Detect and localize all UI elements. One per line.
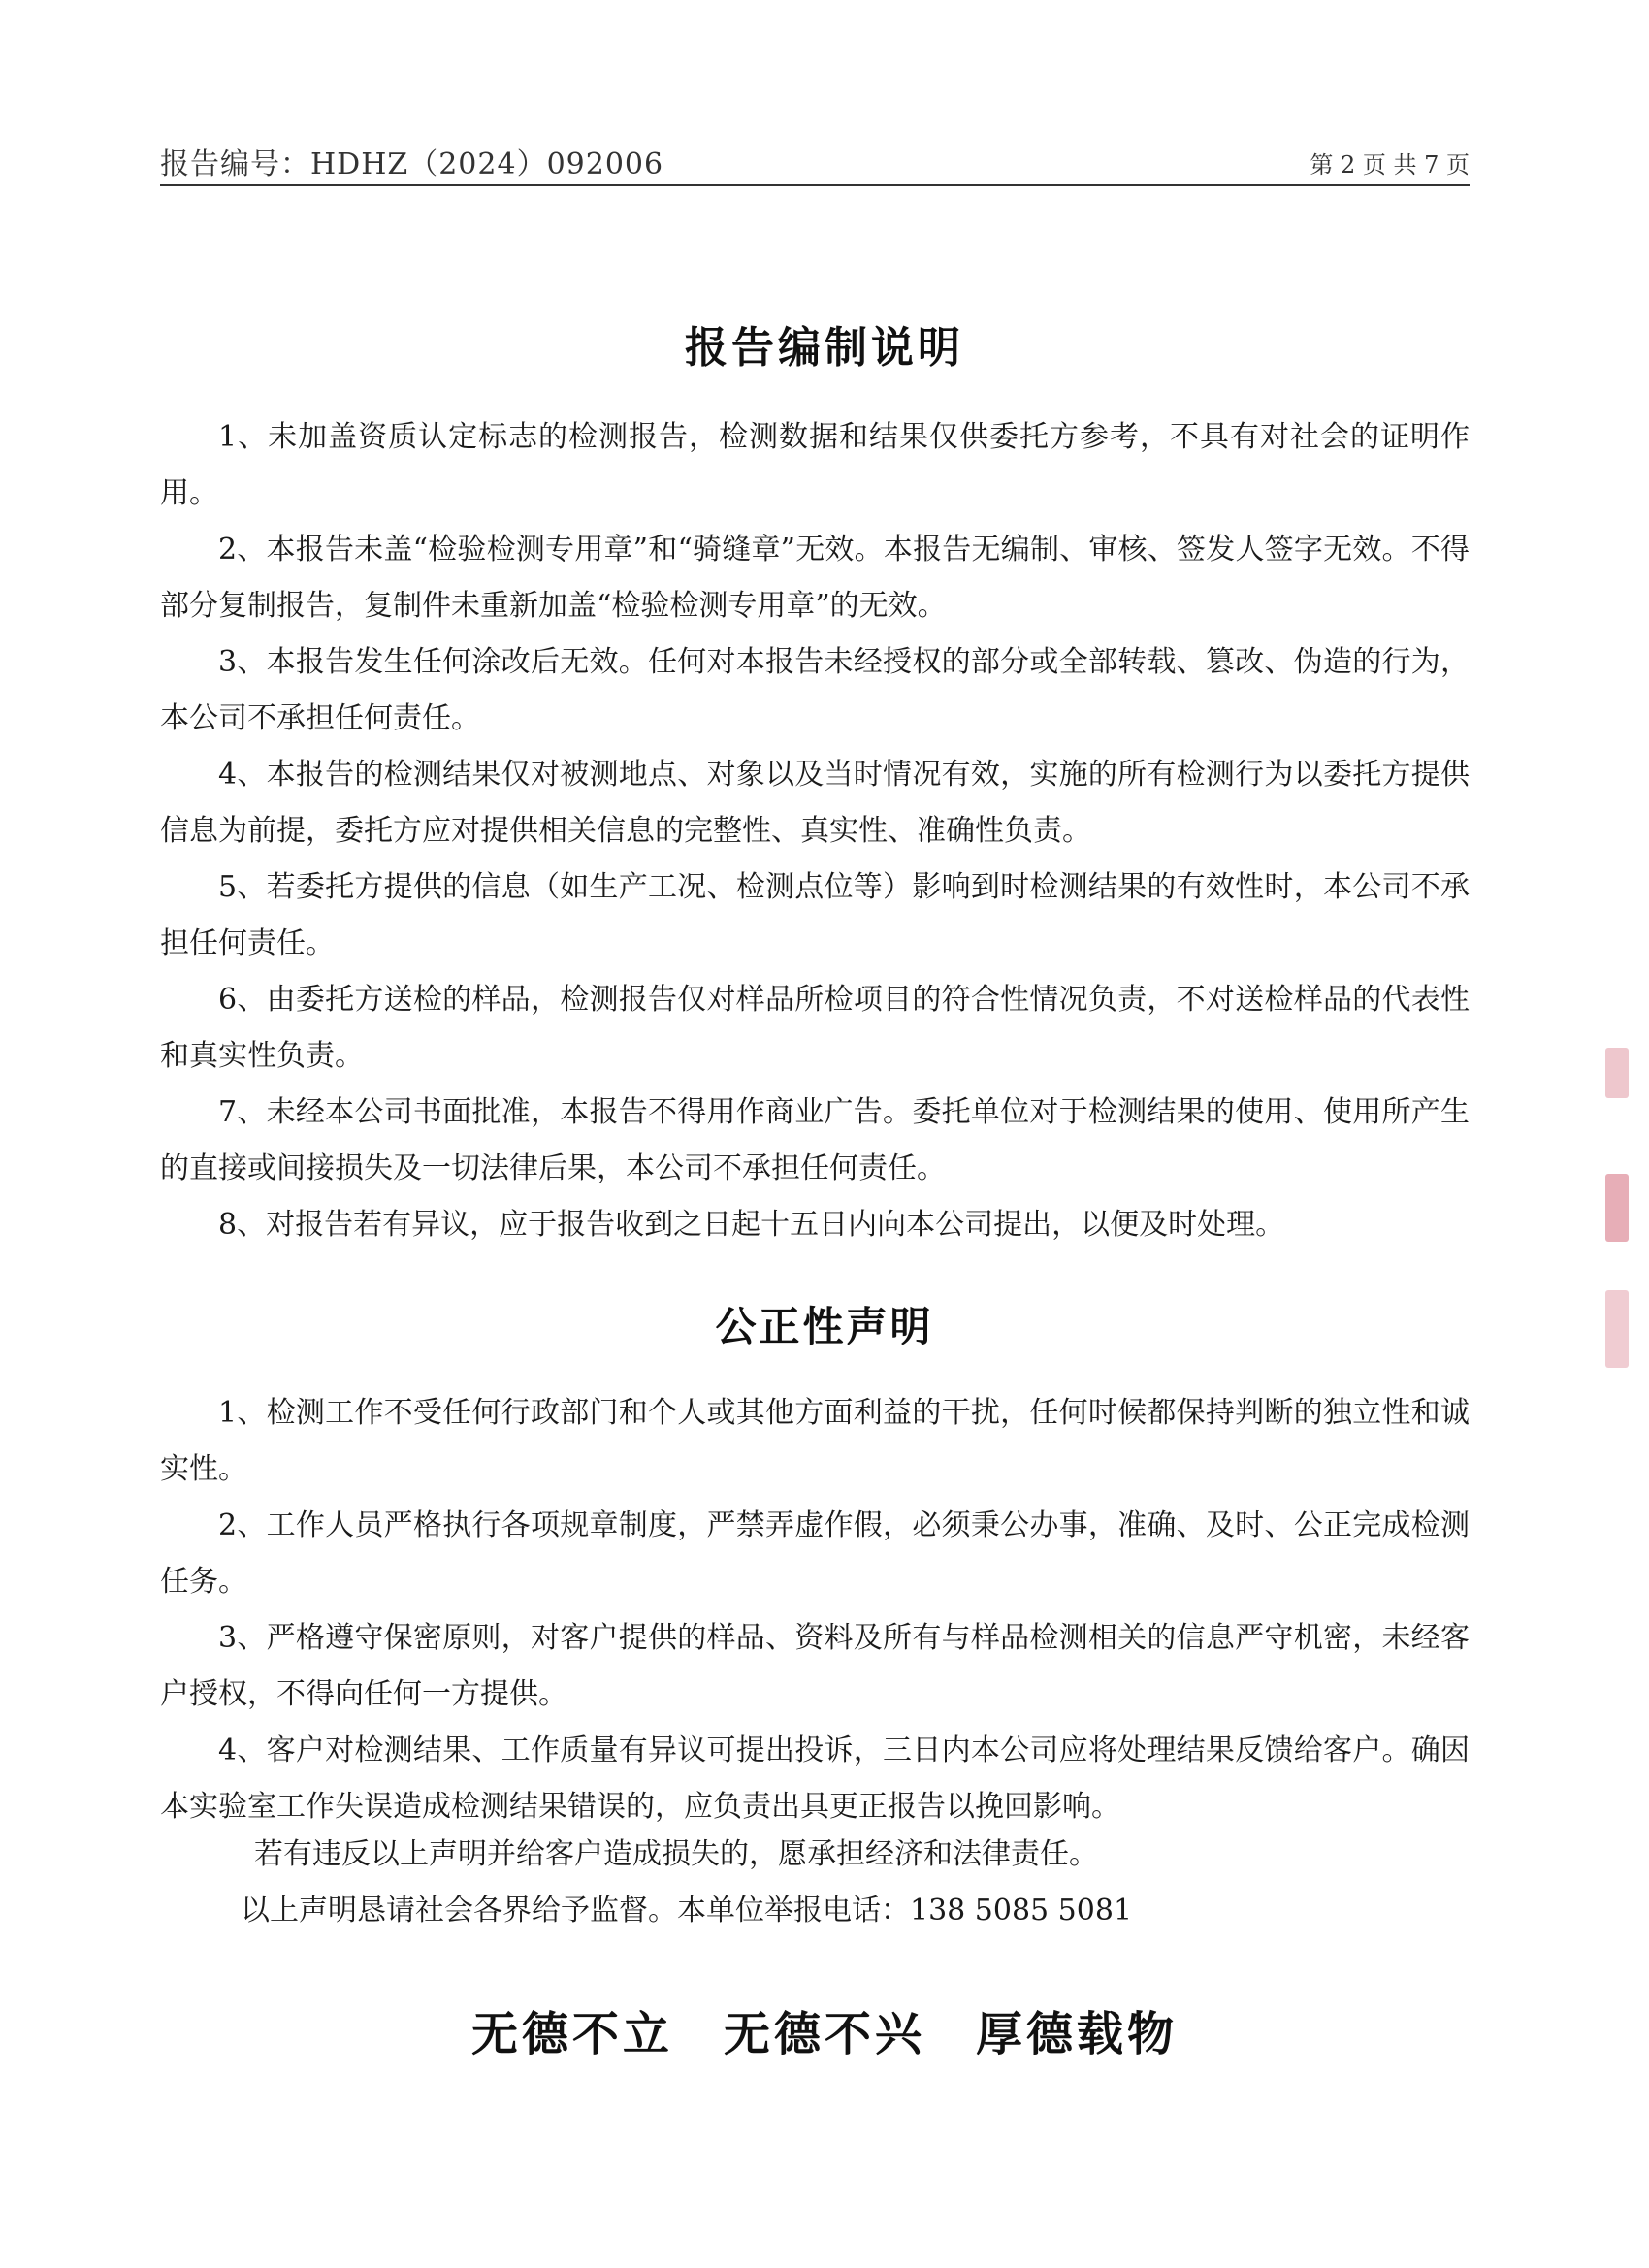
seam-seal-marks [1605,1048,1631,1377]
impartiality-item: 4、客户对检测结果、工作质量有异议可提出投诉，三日内本公司应将处理结果反馈给客户。确因本实验室工作失误造成检测结果错误的，应负责出具更正报告以挽回影响。 [160,1733,1470,1824]
supervision-hotline: 以上声明恳请社会各界给予监督。本单位举报电话：138 5085 5081 [241,1894,1133,1928]
seal-fragment [1605,1290,1629,1368]
report-note-item: 8、对报告若有异议，应于报告收到之日起十五日内向本公司提出，以便及时处理。 [218,1208,1285,1242]
report-note-item: 3、本报告发生任何涂改后无效。任何对本报告未经授权的部分或全部转载、篡改、伪造的行为，本公司不承担任何责任。 [160,645,1470,735]
report-note-item: 2、本报告未盖“检验检测专用章”和“骑缝章”无效。本报告无编制、审核、签发人签字无效。不得部分复制报告，复制件未重新加盖“检验检测专用章”的无效。 [160,533,1470,623]
report-note-item: 5、若委托方提供的信息（如生产工况、检测点位等）影响到时检测结果的有效性时，本公司不承担任何责任。 [160,870,1470,960]
impartiality-statement-section [160,1385,1470,1835]
impartiality-item: 1、检测工作不受任何行政部门和个人或其他方面利益的干扰，任何时候都保持判断的独立性和诚实性。 [160,1396,1470,1486]
seal-fragment [1605,1174,1629,1242]
motto: 无德不立 无德不兴 厚德载物 [470,2007,1178,2061]
report-note-item: 4、本报告的检测结果仅对被测地点、对象以及当时情况有效，实施的所有检测行为以委托方提供信息为前提，委托方应对提供相关信息的完整性、真实性、准确性负责。 [160,758,1470,848]
report-note-item: 6、由委托方送检的样品，检测报告仅对样品所检项目的符合性情况负责，不对送检样品的代表性和真实性负责。 [160,983,1470,1073]
report-notes-section [160,409,1470,1253]
seal-fragment [1605,1048,1629,1098]
report-number: 报告编号：HDHZ（2024）092006 [160,147,664,181]
impartiality-statement-title: 公正性声明 [715,1303,934,1350]
report-note-item: 1、未加盖资质认定标志的检测报告，检测数据和结果仅供委托方参考，不具有对社会的证明作用。 [160,420,1470,510]
page-indicator: 第 2 页 共 7 页 [1310,151,1470,178]
liability-statement: 若有违反以上声明并给客户造成损失的，愿承担经济和法律责任。 [254,1837,1098,1871]
report-notes-title: 报告编制说明 [685,323,964,373]
report-header [160,136,1470,186]
impartiality-item: 2、工作人员严格执行各项规章制度，严禁弄虚作假，必须秉公办事，准确、及时、公正完成检测任务。 [160,1508,1470,1599]
impartiality-item: 3、严格遵守保密原则，对客户提供的样品、资料及所有与样品检测相关的信息严守机密，未经客户授权，不得向任何一方提供。 [160,1621,1470,1711]
report-note-item: 7、未经本公司书面批准，本报告不得用作商业广告。委托单位对于检测结果的使用、使用所产生的直接或间接损失及一切法律后果，本公司不承担任何责任。 [160,1095,1470,1185]
